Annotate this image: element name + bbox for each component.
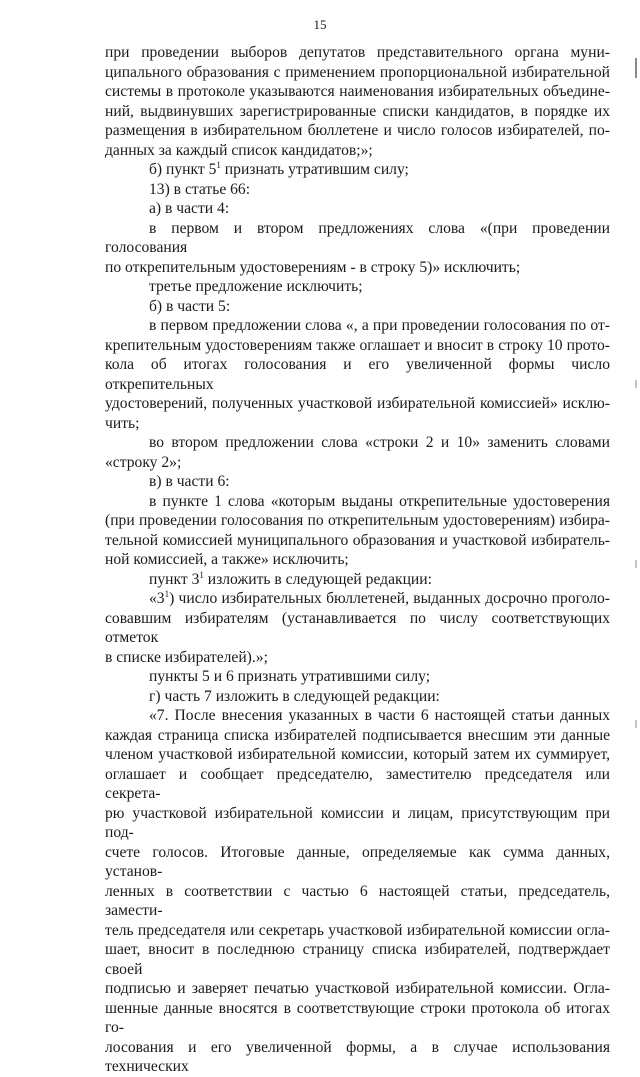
superscript: 1 [199, 569, 204, 580]
page-number: 15 [313, 17, 327, 32]
paragraph [105, 433, 610, 472]
paragraph [105, 570, 610, 590]
text-line: а) в части 4: [149, 200, 230, 217]
superscript: 1 [216, 160, 221, 170]
text-line: шает, вносит в последнюю страницу списка избирателей, подтверждает своей [105, 941, 610, 978]
text-line: ной комиссией, а также» исключить; [105, 551, 349, 568]
text-line [105, 589, 610, 609]
text-fragment: признать утратившим силу; [220, 161, 409, 178]
text-line: системы в протоколе указываются наименования избирательных объедине- [105, 83, 610, 100]
text-line: в пункте 1 слова «которым выданы открепительные удостоверения [149, 492, 610, 510]
text-line: в) в части 6: [149, 473, 230, 490]
text-line: шенные данные вносятся в соответствующие строки протокола об итогах го- [105, 999, 610, 1036]
text-fragment: ) число избирательных бюллетеней, выданных досрочно проголо- [169, 590, 610, 607]
text-line: третье предложение исключить; [149, 278, 363, 295]
text-line: размещения в избирательном бюллетене и число голосов избирателей, по- [105, 122, 610, 139]
text-line: при проведении выборов депутатов представительного органа муни- [105, 44, 610, 61]
text-line: удостоверений, полученных участковой избирательной комиссией» исклю- [105, 395, 610, 412]
paragraph [105, 667, 610, 687]
text-line: г) часть 7 изложить в следующей редакции: [149, 687, 440, 705]
paragraph [105, 180, 610, 200]
text-fragment: пункт 3 [149, 570, 200, 588]
paragraph [105, 160, 610, 180]
text-line: ленных в соответствии с частью 6 настоящей статьи, председатель, замести- [105, 882, 610, 919]
paragraph [105, 492, 610, 570]
text-line: ципального образования с применением пропорциональной избирательной [105, 63, 610, 81]
paragraph [105, 472, 610, 492]
text-line: счете голосов. Итоговые данные, определяемые как сумма данных, установ- [105, 843, 610, 880]
text-line: б) в части 5: [149, 297, 231, 315]
text-fragment: б) пункт 5 [149, 161, 217, 178]
text-line: подписью и заверяет печатью участковой избирательной комиссии. Огла- [105, 980, 610, 997]
text-fragment: «3 [149, 590, 165, 607]
paragraph [105, 687, 610, 707]
paragraph [105, 297, 610, 317]
scan-margin-mark [635, 560, 637, 568]
text-line: членом участковой избирательной комиссии, который затем их суммирует, [105, 746, 610, 763]
scan-margin-mark [635, 380, 637, 388]
text-line: «строку 2»; [105, 453, 182, 471]
text-line: каждая страница списка избирателей подписывается внесшим эти данные [105, 726, 610, 744]
text-line: чить; [105, 414, 140, 432]
text-line: тель председателя или секретарь участковой избирательной комиссии огла- [105, 921, 610, 939]
paragraph [105, 43, 610, 160]
text-line: в первом и втором предложениях слова «(при проведении голосования [105, 219, 610, 256]
paragraph [105, 706, 610, 1077]
text-line: кола об итогах голосования и его увеличенной формы число открепительных [105, 356, 610, 393]
text-line: лосования и его увеличенной формы, а в случае использования технических [105, 1038, 610, 1075]
scan-margin-mark [635, 58, 637, 78]
text-line: в списке избирателей).»; [105, 648, 268, 666]
text-line: по открепительным удостоверениям - в строку 5)» исключить; [105, 258, 521, 276]
text-line: тельной комиссией муниципального образования и участковой избиратель- [105, 531, 610, 549]
text-line: ний, выдвинувших зарегистрированные списки кандидатов, в порядке их [105, 102, 610, 120]
text-line: оглашает и сообщает председателю, заместителю председателя или секрета- [105, 765, 610, 802]
paragraph [105, 316, 610, 433]
text-line: (при проведении голосования по открепительным удостоверениям) избира- [105, 512, 610, 529]
paragraph [105, 277, 610, 297]
text-line: 13) в статье 66: [149, 180, 251, 198]
text-fragment: изложить в следующей редакции: [203, 570, 432, 588]
text-line: рю участковой избирательной комиссии и лицам, присутствующим при под- [105, 804, 610, 841]
text-line: во втором предложении слова «строки 2 и 10» заменить словами [149, 434, 610, 451]
text-line: пункты 5 и 6 признать утратившими силу; [149, 668, 431, 685]
superscript: 1 [164, 589, 170, 599]
text-line: «7. После внесения указанных в части 6 настоящей статьи данных [149, 707, 610, 724]
paragraph [105, 219, 610, 278]
scan-margin-mark [635, 720, 637, 728]
text-line: в первом предложении слова «, а при проведении голосования по от- [149, 317, 610, 334]
paragraph [105, 589, 610, 667]
document-body [105, 43, 610, 1077]
text-line: совавшим избирателям (устанавливается по числу соответствующих отметок [105, 609, 610, 646]
paragraph [105, 199, 610, 219]
text-line: данных за каждый список кандидатов;»; [105, 141, 373, 159]
text-line: крепительным удостоверениям также оглашает и вносит в строку 10 прото- [105, 336, 610, 354]
